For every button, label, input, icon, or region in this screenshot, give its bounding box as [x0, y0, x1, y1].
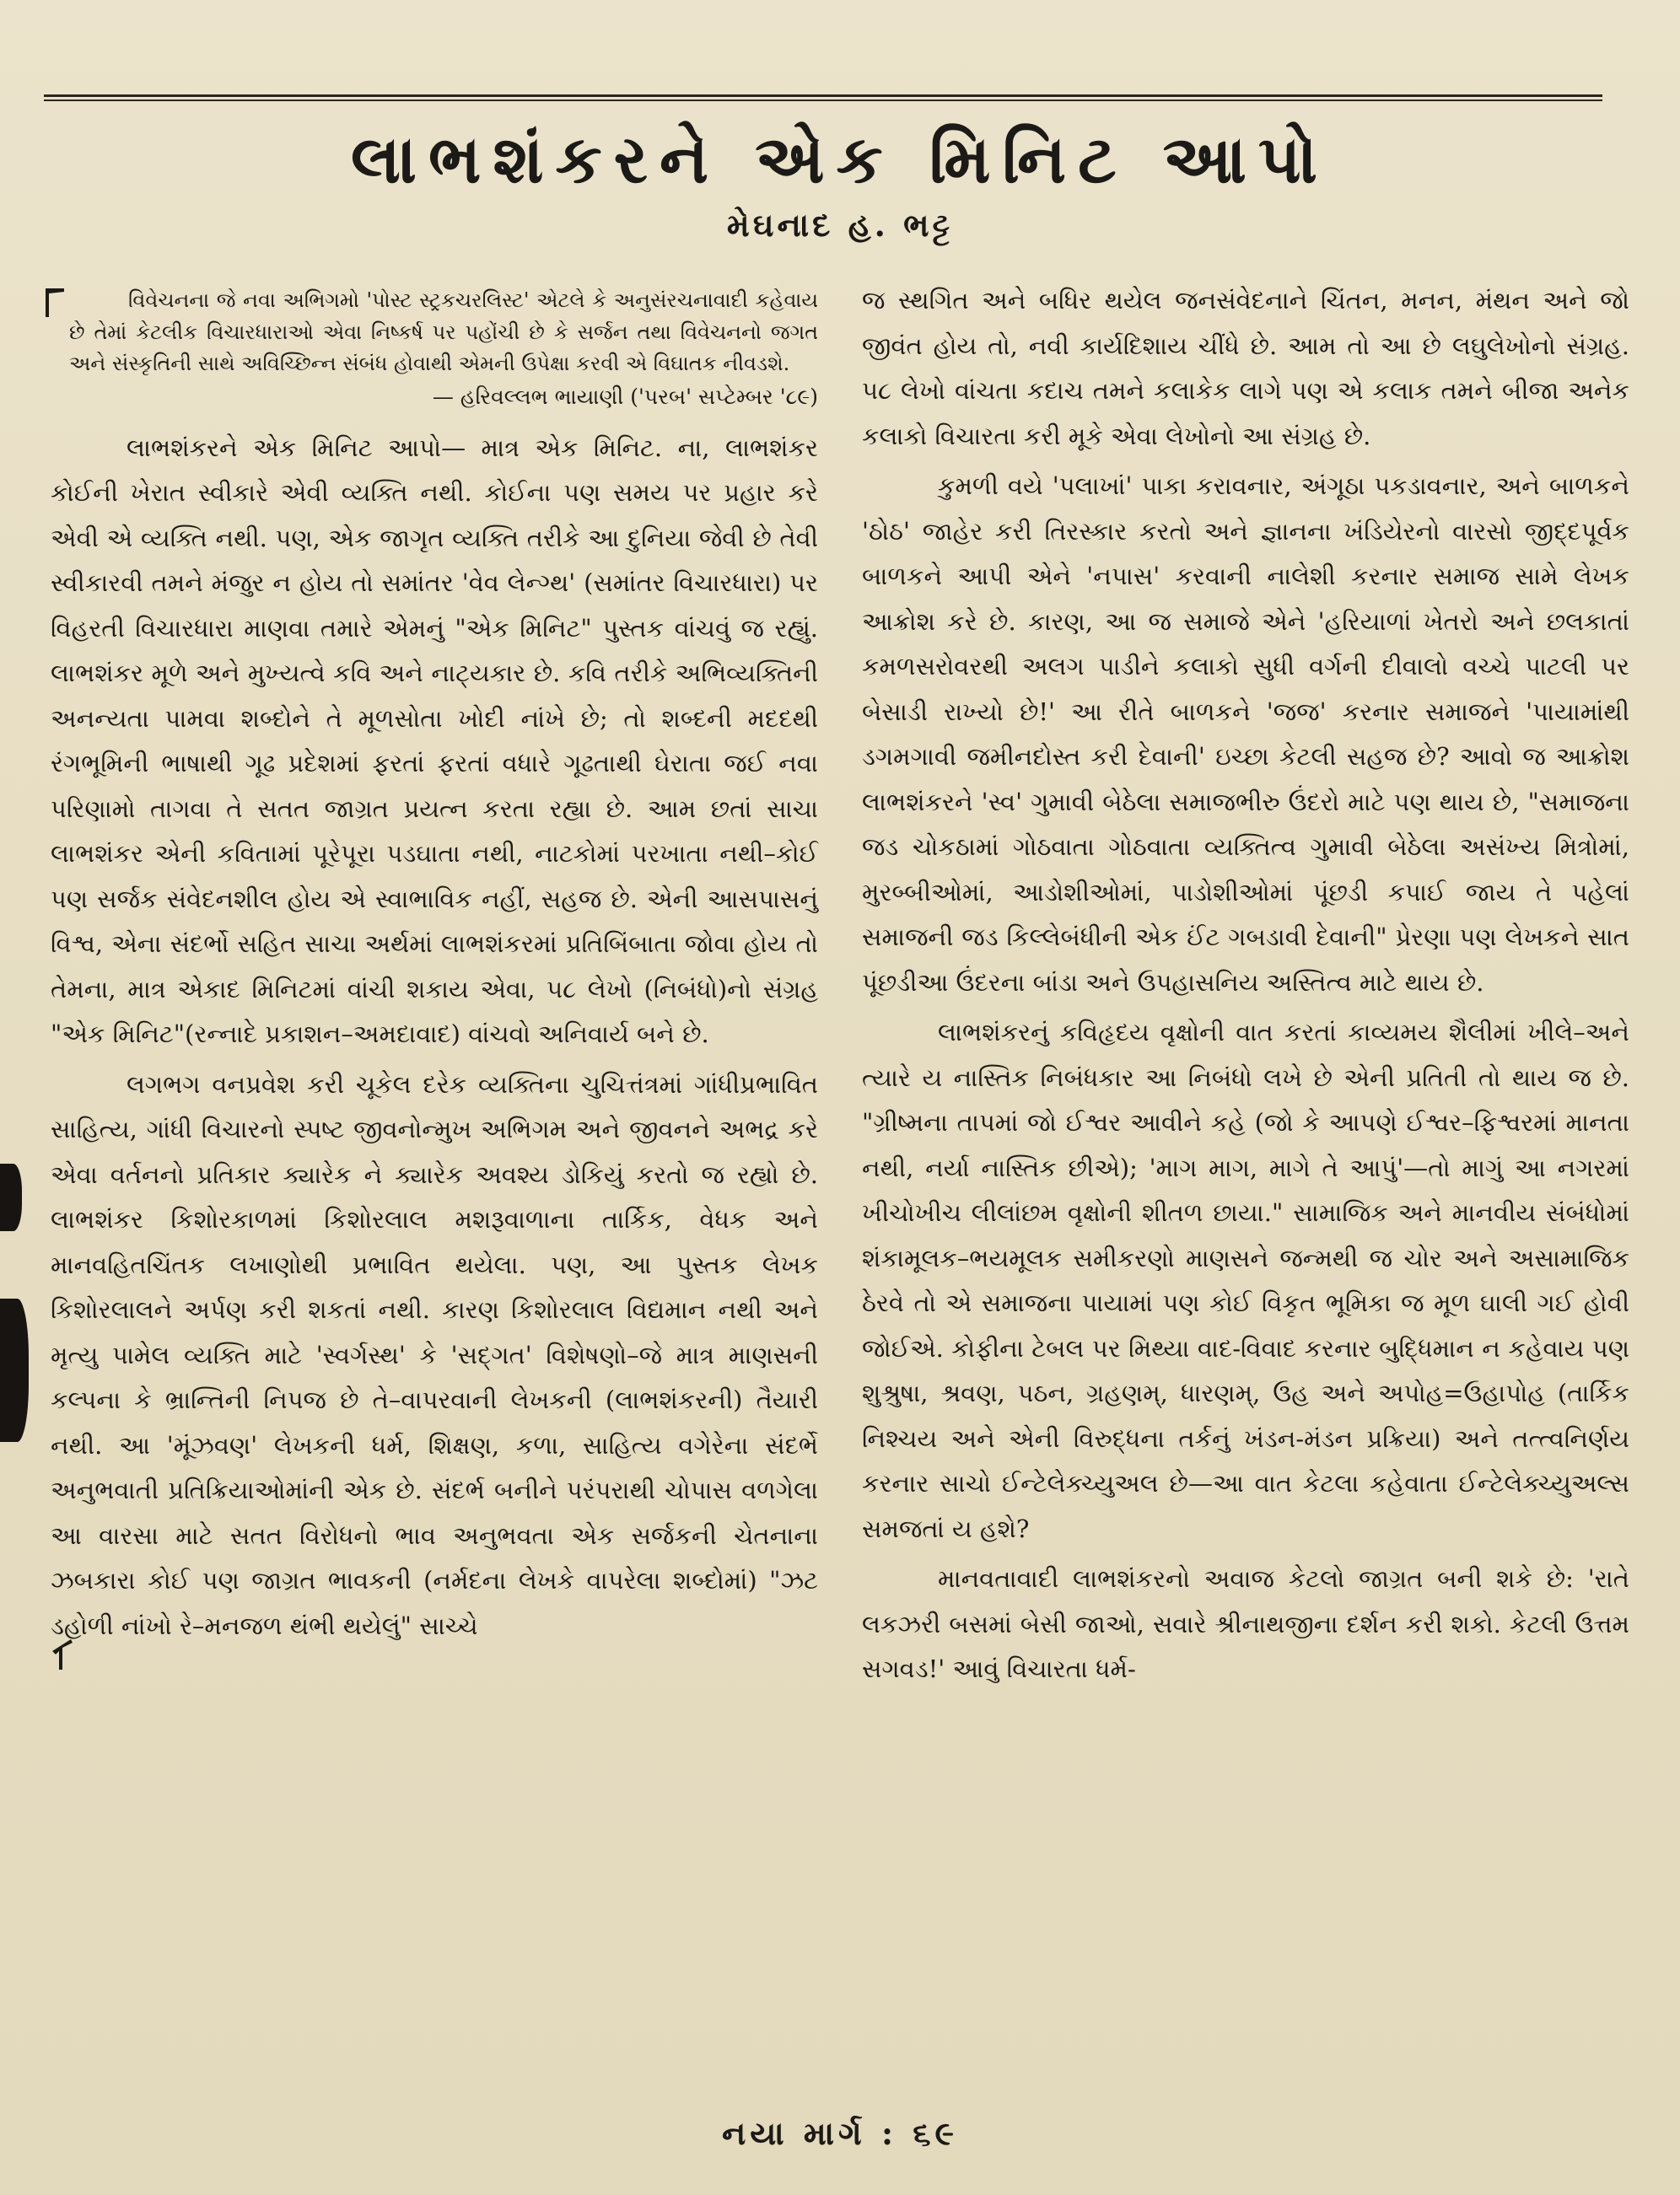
paragraph: કુમળી વયે 'પલાખાં' પાકા કરાવનાર, અંગૂઠા પકડાવનાર, અને બાળકને 'ઠોઠ' જાહેર કરી તિરસ્કાર કરતો અને જ્ઞાનના ખંડિયેરનો વારસો જીદ્દપૂર્વક બાળકને આપી એને 'નપાસ' કરવાની નાલેશી કરનાર સમાજ સામે લેખક આક્રોશ કરે છે. કારણ, આ જ સમાજે એને 'હરિયાળાં ખેતરો અને છલકાતાં કમળસરોવરથી અલગ પાડીને કલાકો સુધી વર્ગની દીવાલો વચ્ચે પાટલી પર બેસાડી રાખ્યો છે!' આ રીતે બાળકને 'જજ' કરનાર સમાજને 'પાયામાંથી ડગમગાવી જમીનદોસ્ત કરી દેવાની' ઇચ્છા કેટલી સહજ છે? આવો જ આક્રોશ લાભશંકરને 'સ્વ' ગુમાવી બેઠેલા સમાજભીરુ ઉંદરો માટે પણ થાય છે, "સમાજના જડ ચોકઠામાં ગોઠવાતા ગોઠવાતા વ્યક્તિત્વ ગુમાવી બેઠેલા અસંખ્ય મિત્રોમાં, મુરબ્બીઓમાં, આડોશીઓમાં, પાડોશીઓમાં પૂંછડી કપાઈ જાય તે પહેલાં સમાજની જડ કિલ્લેબંધીની એક ઈંટ ગબડાવી દેવાની" પ્રેરણા પણ લેખકને સાત પૂંછડીઆ ઉંદરના બાંડા અને ઉપહાસનિય અસ્તિત્વ માટે થાય છે. [862, 471, 1629, 997]
right-column [862, 278, 1629, 1697]
article-title: લાભશંકરને એક મિનિટ આપો [350, 121, 1330, 198]
article-author: મેઘનાદ હ. ભટ્ટ [726, 206, 954, 244]
paragraph: લગભગ વનપ્રવેશ કરી ચૂકેલ દરેક વ્યક્તિના ચુચિત્તંત્રમાં ગાંધીપ્રભાવિત સાહિત્ય, ગાંધી વિચારનો સ્પષ્ટ જીવનોન્મુખ અભિગમ અને જીવનને અભદ્ર કરે એવા વર્તનનો પ્રતિકાર ક્યારેક ને ક્યારેક અવશ્ય ડોકિયું કરતો જ રહ્યો છે. લાભશંકર કિશોરકાળમાં કિશોરલાલ મશરૂવાળાના તાર્કિક, વેધક અને માનવહિતચિંતક લખાણોથી પ્રભાવિત થયેલા. પણ, આ પુસ્તક લેખક કિશોરલાલને અર્પણ કરી શકતાં નથી. કારણ કિશોરલાલ વિદ્યમાન નથી અને મૃત્યુ પામેલ વ્યક્તિ માટે 'સ્વર્ગસ્થ' કે 'સદ્ગત' વિશેષણો–જે માત્ર માણસની કલ્પના કે ભ્રાન્તિની નિપજ છે તે–વાપરવાની લેખકની (લાભશંકરની) તૈયારી નથી. આ 'મૂંઝવણ' લેખકની ધર્મ, શિક્ષણ, કળા, સાહિત્ય વગેરેના સંદર્ભે અનુભવાતી પ્રતિક્રિયાઓમાંની એક છે. સંદર્ભ બનીને પરંપરાથી ચોપાસ વળગેલા આ વારસા માટે સતત વિરોધનો ભાવ અનુભવતા એક સર્જકની ચેતનાના ઝબકારા કોઈ પણ જાગ્રત ભાવકની (નર્મદના લેખકે વાપરેલા શબ્દોમાં) "ઝટ ડહોળી નાંખો રે–મનજળ થંભી થયેલું" સાચ્ચે [51, 1069, 818, 1640]
left-column [51, 278, 818, 1654]
paragraph: જ સ્થગિત અને બધિર થયેલ જનસંવેદનાને ચિંતન, મનન, મંથન અને જો જીવંત હોય તો, નવી કાર્યદિશાય ચીંધે છે. આમ તો આ છે લઘુલેખોનો સંગ્રહ. ૫૮ લેખો વાંચતા કદાચ તમને કલાકેક લાગે પણ એ કલાક તમને બીજા અનેક કલાકો વિચારતા કરી મૂકે એવા લેખોનો આ સંગ્રહ છે. [862, 286, 1629, 450]
top-rule-lower [44, 100, 1602, 101]
top-rule-upper [44, 94, 1602, 97]
paragraph: માનવતાવાદી લાભશંકરનો અવાજ કેટલો જાગ્રત બની શકે છે: 'રાતે લકઝરી બસમાં બેસી જાઓ, સવારે શ્રીનાથજીના દર્શન કરી શકો. કેટલી ઉત્તમ સગવડ!' આવું વિચારતા ધર્મ- [862, 1564, 1629, 1683]
paragraph: લાભશંકરનું કવિહૃદય વૃક્ષોની વાત કરતાં કાવ્યમય શૈલીમાં ખીલે–અને ત્યારે ય નાસ્તિક નિબંધકાર આ નિબંધો લખે છે એની પ્રતિતી તો થાય જ છે. "ગ્રીષ્મના તાપમાં જો ઈશ્વર આવીને કહે (જો કે આપણે ઈશ્વર–ફિશ્વરમાં માનતા નથી, નર્યા નાસ્તિક છીએ); 'માગ માગ, માગે તે આપું'—તો માગું આ નગરમાં ખીચોખીચ લીલાંછમ વૃક્ષોની શીતળ છાયા." સામાજિક અને માનવીય સંબંધોમાં શંકામૂલક–ભયમૂલક સમીકરણો માણસને જન્મથી જ ચોર અને અસામાજિક ઠેરવે તો એ સમાજના પાયામાં પણ કોઈ વિકૃત ભૂમિકા જ મૂળ ઘાલી ગઈ હોવી જોઈએ. કોફીના ટેબલ પર મિથ્યા વાદ-વિવાદ કરનાર બુદ્ધિમાન ન કહેવાય પણ શુશ્રુષા, શ્રવણ, પઠન, ગ્રહણમ્, ધારણમ્, ઉહ અને અપોહ=ઉહાપોહ (તાર્કિક નિશ્ચય અને એની વિરુદ્ધના તર્કનું ખંડન-મંડન પ્રક્રિયા) અને તત્ત્વનિર્ણય કરનાર સાચો ઈન્ટેલેક્ચ્યુઅલ છે—આ વાત કેટલા કહેવાતા ઈન્ટેલેક્ચ્યુઅલ્સ સમજતાં ય હશે? [862, 1018, 1629, 1543]
epigraph-source: — હરિવલ્લભ ભાયાણી ('પરબ' સપ્ટેમ્બર '૮૯) [432, 384, 818, 409]
epigraph [51, 285, 818, 414]
page-tear-mark [0, 1299, 29, 1442]
page-tear-mark [0, 1164, 22, 1231]
epigraph-text: વિવેચનના જે નવા અભિગમો 'પોસ્ટ સ્ટ્રકચરલિસ્ટ' એટલે કે અનુસંરચનાવાદી કહેવાય છે તેમાં કેટલીક વિચારધારાઓ એવા નિષ્કર્ષ પર પહોંચી છે કે સર્જન તથા વિવેચનનો જગત અને સંસ્કૃતિની સાથે અવિચ્છિન્ન સંબંધ હોવાથી એમની ઉપેક્ષા કરવી એ વિઘાતક નીવડશે. [69, 288, 818, 375]
page-footer: નયા માર્ગ : ૬૯ [721, 2114, 959, 2152]
paragraph: લાભશંકરને એક મિનિટ આપો— માત્ર એક મિનિટ. ના, લાભશંકર કોઈની ખેરાત સ્વીકારે એવી વ્યક્તિ નથી. કોઈના પણ સમય પર પ્રહાર કરે એવી એ વ્યક્તિ નથી. પણ, એક જાગૃત વ્યક્તિ તરીકે આ દુનિયા જેવી છે તેવી સ્વીકારવી તમને મંજુર ન હોય તો સમાંતર 'વેવ લેન્ગ્થ' (સમાંતર વિચારધારા) પર વિહરતી વિચારધારા માણવા તમારે એમનું "એક મિનિટ" પુસ્તક વાંચવું જ રહ્યું. લાભશંકર મૂળે અને મુખ્યત્વે કવિ અને નાટ્યકાર છે. કવિ તરીકે અભિવ્યક્તિની અનન્યતા પામવા શબ્દોને તે મૂળસોતા ખોદી નાંખે છે; તો શબ્દની મદદથી રંગભૂમિની ભાષાથી ગૂઢ પ્રદેશમાં ફરતાં ફરતાં વધારે ગૂઢતાથી ઘેરાતા જઈ નવા પરિણામો તાગવા તે સતત જાગ્રત પ્રયત્ન કરતા રહ્યા છે. આમ છતાં સાચા લાભશંકર એની કવિતામાં પૂરેપૂરા પડઘાતા નથી, નાટકોમાં પરખાતા નથી–કોઈ પણ સર્જક સંવેદનશીલ હોય એ સ્વાભાવિક નહીં, સહજ છે. એની આસપાસનું વિશ્વ, એના સંદર્ભો સહિત સાચા અર્થમાં લાભશંકરમાં પ્રતિબિંબાતા જોવા હોય તો તેમના, માત્ર એકાદ મિનિટમાં વાંચી શકાય એવા, ૫૮ લેખો (નિબંધો)નો સંગ્રહ "એક મિનિટ"(રન્નાદે પ્રકાશન–અમદાવાદ) વાંચવો અનિવાર્ય બને છે. [51, 433, 818, 1048]
